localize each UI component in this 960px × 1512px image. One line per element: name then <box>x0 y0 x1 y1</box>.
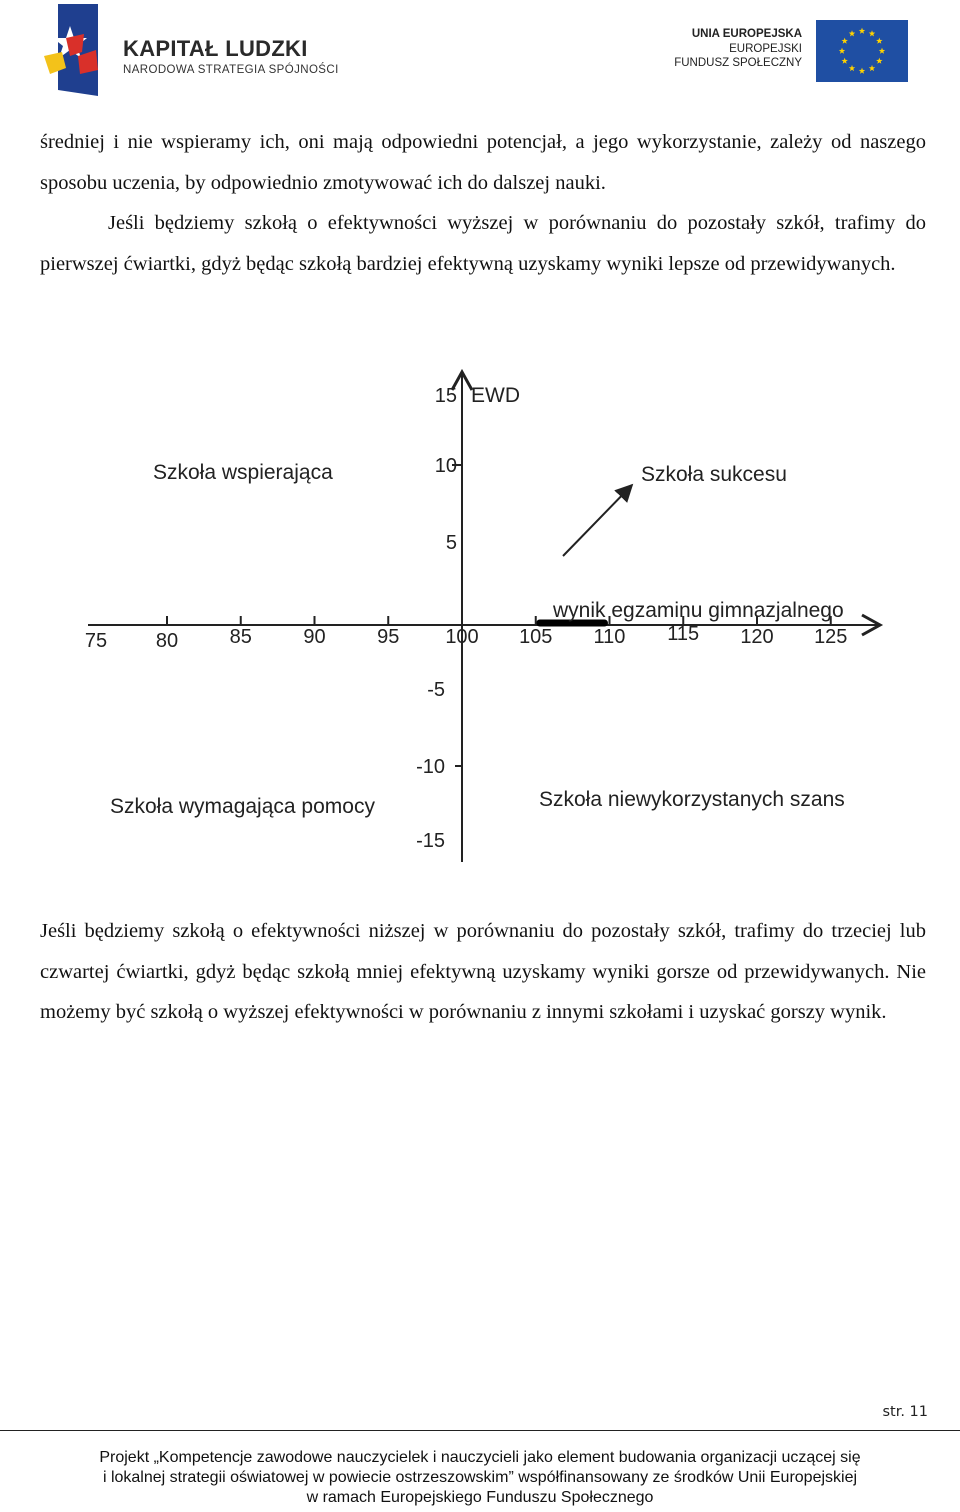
eu-logo <box>676 20 908 84</box>
kapital-ludzki-logo <box>40 4 340 100</box>
quadrant-bottom-left: Szkoła wymagająca pomocy <box>110 795 375 818</box>
x-tick-label: 85 <box>229 626 252 648</box>
x-tick-label: 90 <box>303 626 326 648</box>
footer-line-1: Projekt „Kompetencje zawodowe nauczycielek i nauczycieli jako element budowania organizacji uczącej się <box>99 1449 861 1466</box>
x-tick-label: 125 <box>814 626 848 648</box>
x-tick-label: 80 <box>155 630 179 652</box>
paragraph-1: średniej i nie wspieramy ich, oni mają odpowiedni potencjał, a jego wykorzystanie, zależy od naszego sposobu uczenia, by odpowiednio zmotywować ich do dalszej nauki. <box>40 131 926 194</box>
footer-line-2: i lokalnej strategii oświatowej w powiecie ostrzeszowskim” współfinansowany ze środków Unii Europejskiej <box>102 1469 858 1486</box>
y-tick-label: -15 <box>416 830 445 852</box>
y-axis-label: EWD <box>471 384 520 407</box>
eu-logo-line2: EUROPEJSKI <box>729 42 802 55</box>
page-number: str. 11 <box>882 1404 928 1420</box>
y-tick-label: 10 <box>434 455 457 477</box>
footer-text <box>0 1448 960 1508</box>
x-tick-label: 115 <box>667 623 700 645</box>
y-tick-label: 5 <box>445 532 457 554</box>
success-direction-arrow <box>563 485 632 556</box>
quadrant-top-right: Szkoła sukcesu <box>641 463 787 486</box>
kapital-ludzki-star-icon <box>40 4 120 100</box>
paragraph-2-text: Jeśli będziemy szkołą o efektywności wyższej w porównaniu do pozostały szkół, trafimy do pierwszej ćwiartki, gdyż będąc szkołą bardziej efektywną uzyskamy wyniki lepsze od przewidywanych. <box>40 212 926 275</box>
x-tick-label: 110 <box>593 626 626 648</box>
x-tick-label: 95 <box>377 626 400 648</box>
y-tick-label: -10 <box>416 756 445 778</box>
kapital-ludzki-title: KAPITAŁ LUDZKI <box>123 36 308 61</box>
eu-logo-text <box>674 27 802 71</box>
ewd-quadrant-chart <box>0 360 960 880</box>
x-tick-label: 100 <box>445 626 479 648</box>
x-tick-label: 120 <box>740 626 774 648</box>
x-tick-label: 105 <box>519 626 553 648</box>
eu-logo-line3: FUNDUSZ SPOŁECZNY <box>674 57 802 69</box>
x-tick-label: 75 <box>84 630 108 652</box>
y-tick-label: -5 <box>427 679 445 701</box>
paragraph-2 <box>40 203 926 284</box>
y-tick-label: 15 <box>434 385 457 407</box>
footer-line-3: w ramach Europejskiego Funduszu Społecznego <box>306 1489 654 1506</box>
footer-divider <box>0 1430 960 1431</box>
quadrant-top-left: Szkoła wspierająca <box>153 461 333 484</box>
kapital-ludzki-subtitle: NARODOWA STRATEGIA SPÓJNOŚCI <box>123 64 339 76</box>
x-axis-label: wynik egzaminu gimnazjalnego <box>553 599 844 622</box>
quadrant-bottom-right: Szkoła niewykorzystanych szans <box>539 788 845 811</box>
eu-flag-icon <box>816 20 908 82</box>
paragraph-3: Jeśli będziemy szkołą o efektywności niższej w porównaniu do pozostały szkół, trafimy do trzeciej lub czwartej ćwiartki, gdyż będąc szkołą mniej efektywną uzyskamy wyniki gorsze od przewidywanych. Nie możemy być szkołą o wyższej efektywności w porównaniu z innymi szkołami i uzyskać gorszy wynik. <box>40 920 926 1023</box>
eu-logo-line1: UNIA EUROPEJSKA <box>691 28 802 40</box>
